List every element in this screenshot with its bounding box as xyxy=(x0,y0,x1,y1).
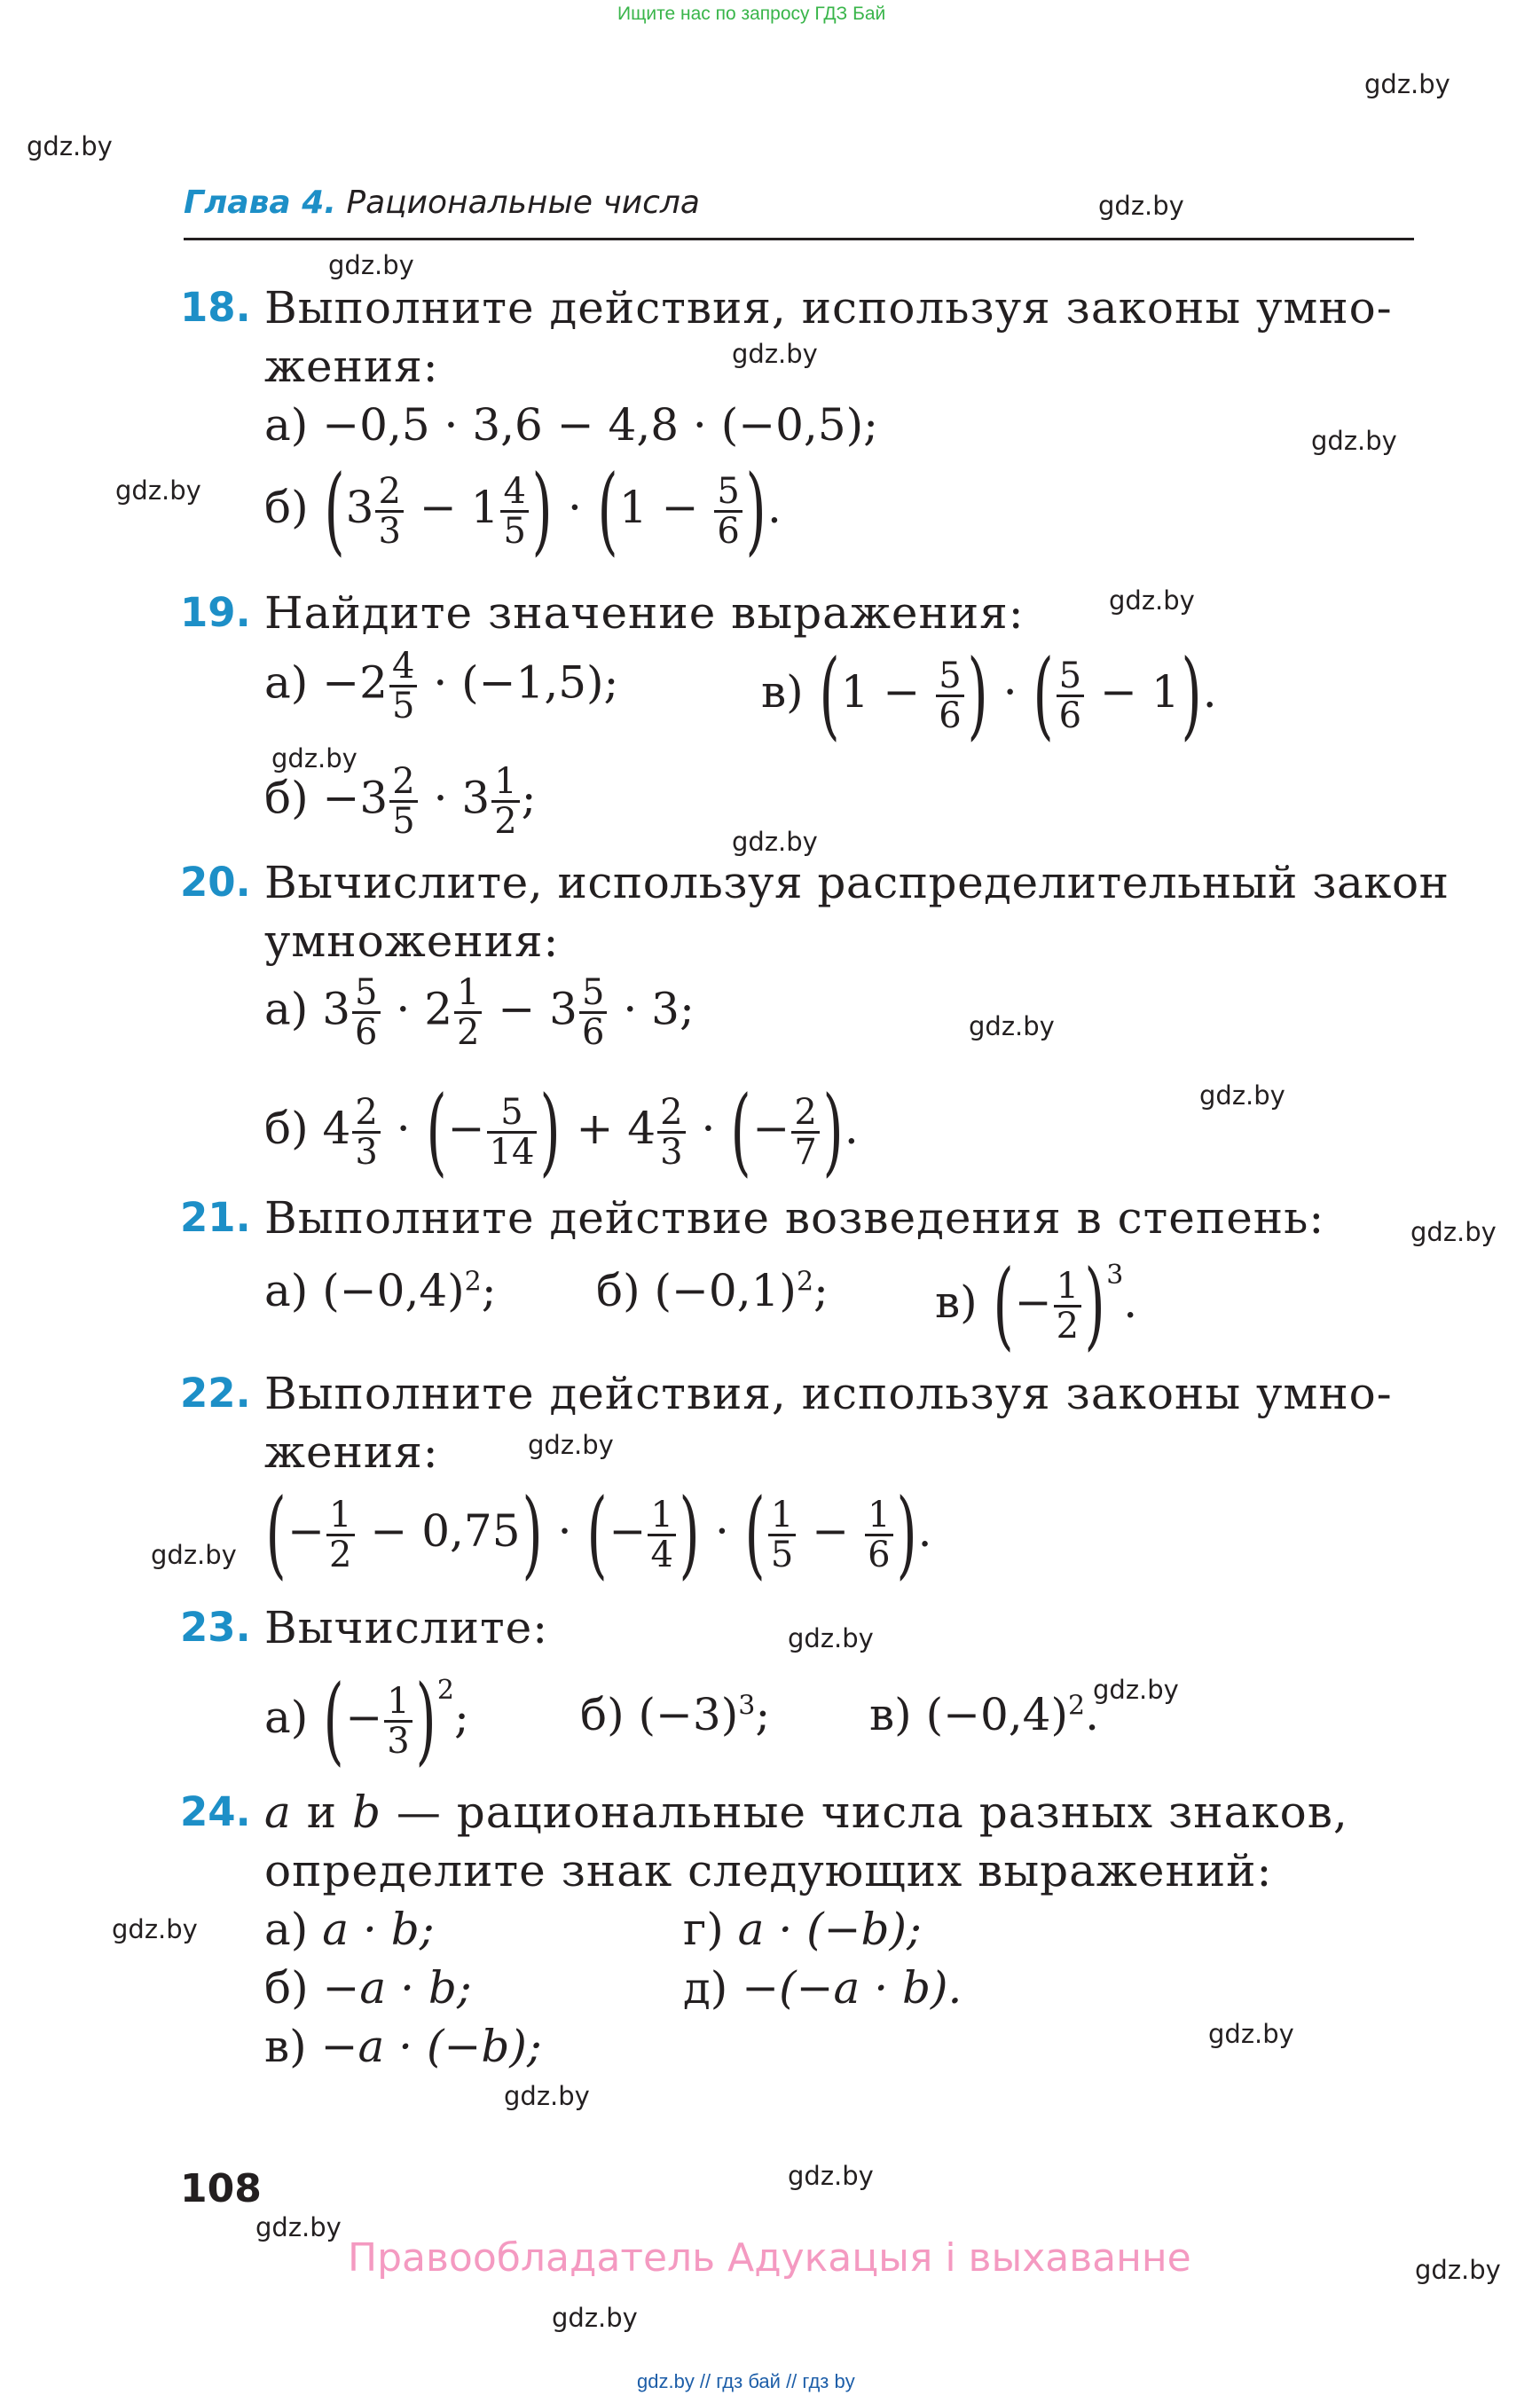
denominator: 2 xyxy=(457,1012,480,1053)
left-paren: ( xyxy=(265,1479,287,1590)
item-label: д) xyxy=(683,1962,728,2014)
problem-text: жения: xyxy=(264,1426,439,1478)
fraction xyxy=(579,974,607,1051)
punct: . xyxy=(1123,1276,1138,1328)
item-a xyxy=(264,974,695,1051)
base: (−0,4) xyxy=(925,1689,1068,1740)
numerator: 5 xyxy=(352,974,380,1014)
operator: 1 − xyxy=(840,666,921,718)
operator: − xyxy=(609,1505,647,1557)
exponent: 3 xyxy=(738,1690,756,1722)
left-paren: ( xyxy=(323,455,345,566)
item-label: а) xyxy=(264,656,309,709)
fraction xyxy=(648,1496,675,1574)
var-a: a xyxy=(264,1787,292,1838)
item-b xyxy=(264,763,537,840)
numerator: 4 xyxy=(389,648,417,687)
fraction xyxy=(1057,657,1084,734)
problem-text: Выполните действия, используя законы умно- xyxy=(264,282,1393,334)
item-label: б) xyxy=(264,482,309,533)
expression: −0,5 · 3,6 − 4,8 · (−0,5); xyxy=(322,399,878,451)
denominator: 3 xyxy=(387,1720,410,1762)
problem-number: 22. xyxy=(180,1370,251,1417)
operator: − 1 xyxy=(1100,666,1180,718)
problem-text: Выполните действия, используя законы умно- xyxy=(264,1368,1393,1419)
exponent: 2 xyxy=(796,1266,814,1298)
exponent: 3 xyxy=(1106,1260,1124,1291)
denominator: 5 xyxy=(391,686,415,726)
operator: − xyxy=(752,1103,790,1154)
denominator: 5 xyxy=(503,510,526,552)
numerator: 2 xyxy=(791,1094,819,1134)
right-paren: ) xyxy=(415,1665,436,1776)
problem-text: жения: xyxy=(264,341,439,392)
problem-text: умножения: xyxy=(264,915,560,967)
operator: · xyxy=(567,482,582,533)
watermark: gdz.by xyxy=(151,1540,237,1570)
left-paren: ( xyxy=(323,1665,344,1776)
exponent: 2 xyxy=(436,1675,454,1706)
numerator: 5 xyxy=(1057,657,1084,697)
item-b xyxy=(264,1076,859,1187)
item-label: в) xyxy=(761,666,804,718)
operator: · 3 xyxy=(433,772,491,824)
operator: − xyxy=(345,1692,383,1743)
whole: −3 xyxy=(322,772,389,824)
watermark: gdz.by xyxy=(1199,1080,1285,1111)
expression: −a · b; xyxy=(322,1962,472,2014)
item-d xyxy=(683,1962,962,2014)
right-paren: ) xyxy=(967,640,988,750)
punct: . xyxy=(844,1103,859,1154)
fraction xyxy=(326,1496,354,1574)
watermark: gdz.by xyxy=(1364,69,1450,99)
numerator: 5 xyxy=(487,1094,538,1134)
operator: − xyxy=(287,1505,326,1557)
item-label: б) xyxy=(596,1265,640,1316)
item-a xyxy=(264,1665,469,1776)
denominator: 5 xyxy=(392,801,415,842)
numerator: 1 xyxy=(384,1683,412,1723)
right-paren: ) xyxy=(522,1479,543,1590)
left-paren: ( xyxy=(586,1479,609,1590)
base: (−0,1) xyxy=(654,1265,797,1316)
fraction xyxy=(657,1091,685,1173)
text: — рациональные числа разных знаков, xyxy=(381,1787,1348,1838)
item-v xyxy=(869,1689,1099,1740)
watermark: gdz.by xyxy=(504,2081,590,2111)
denominator: 3 xyxy=(355,1131,378,1173)
expression: · 3; xyxy=(623,983,695,1035)
denominator: 6 xyxy=(1058,695,1082,736)
page-number: 108 xyxy=(180,2166,262,2211)
numerator: 5 xyxy=(714,473,742,513)
punct: ; xyxy=(755,1689,771,1740)
left-paren: ( xyxy=(730,1076,751,1187)
base: (−3) xyxy=(638,1689,739,1740)
operator: − 1 xyxy=(419,482,499,533)
punct: ; xyxy=(453,1692,469,1743)
watermark: gdz.by xyxy=(271,743,358,774)
watermark: gdz.by xyxy=(788,1623,874,1653)
numerator: 1 xyxy=(865,1496,892,1536)
fraction xyxy=(375,470,403,552)
numerator: 1 xyxy=(768,1496,796,1536)
expression-22 xyxy=(264,1479,932,1590)
denominator: 6 xyxy=(581,1012,605,1053)
expression: −a · (−b); xyxy=(320,2021,542,2072)
denominator: 14 xyxy=(489,1131,535,1173)
exponent: 2 xyxy=(464,1266,482,1298)
item-label: б) xyxy=(264,1962,309,2014)
item-a xyxy=(264,399,878,451)
base: (−0,4) xyxy=(322,1265,465,1316)
fraction xyxy=(352,1091,380,1173)
expression: a · b; xyxy=(322,1904,435,1955)
watermark: gdz.by xyxy=(552,2303,638,2333)
denominator: 6 xyxy=(939,695,962,736)
numerator: 1 xyxy=(326,1496,354,1536)
punct: ; xyxy=(813,1265,829,1316)
operator: − 3 xyxy=(498,983,578,1035)
operator: · xyxy=(557,1505,572,1557)
top-banner[interactable]: Ищите нас по запросу ГДЗ Бай xyxy=(617,4,886,24)
left-paren: ( xyxy=(993,1250,1014,1361)
item-label: а) xyxy=(264,983,309,1035)
problem-number: 21. xyxy=(180,1194,251,1241)
operator: · xyxy=(714,1505,729,1557)
left-paren: ( xyxy=(744,1479,766,1590)
problem-text: Найдите значение выражения: xyxy=(264,587,1025,639)
watermark: gdz.by xyxy=(969,1011,1055,1041)
numerator: 5 xyxy=(936,657,963,697)
punct: . xyxy=(767,482,782,533)
whole: 4 xyxy=(322,1103,351,1154)
numerator: 2 xyxy=(352,1094,380,1134)
chapter-header xyxy=(184,185,700,221)
right-paren: ) xyxy=(539,1076,562,1187)
fraction xyxy=(500,470,528,552)
item-v xyxy=(264,2021,542,2072)
var-b: b xyxy=(351,1787,381,1838)
operator: · xyxy=(396,1103,411,1154)
denominator: 6 xyxy=(717,510,740,552)
watermark: gdz.by xyxy=(255,2212,342,2242)
numerator: 1 xyxy=(491,763,519,803)
fraction xyxy=(791,1091,819,1173)
item-label: а) xyxy=(264,399,309,451)
right-paren: ) xyxy=(895,1479,917,1590)
left-paren: ( xyxy=(819,640,840,750)
expression: −(−a · b). xyxy=(742,1962,962,2014)
numerator: 2 xyxy=(389,763,417,803)
header-rule xyxy=(184,238,1414,240)
operator: · 2 xyxy=(396,983,453,1035)
punct: . xyxy=(1085,1689,1099,1740)
problem-number: 19. xyxy=(180,589,251,636)
watermark: gdz.by xyxy=(788,2161,874,2191)
item-b xyxy=(596,1265,829,1316)
right-paren: ) xyxy=(745,455,766,566)
watermark: gdz.by xyxy=(328,250,414,280)
item-a xyxy=(264,1265,497,1316)
expression: a · (−b); xyxy=(737,1904,922,1955)
fraction xyxy=(389,763,417,840)
operator: · xyxy=(1002,666,1018,718)
numerator: 2 xyxy=(375,473,403,513)
exponent: 2 xyxy=(1068,1690,1086,1722)
operator: − xyxy=(812,1505,850,1557)
problem-number: 18. xyxy=(180,284,251,331)
denominator: 6 xyxy=(868,1534,891,1575)
right-paren: ) xyxy=(822,1076,844,1187)
fraction xyxy=(768,1496,796,1574)
problem-number: 23. xyxy=(180,1604,251,1651)
operator: − xyxy=(1014,1276,1052,1328)
fraction xyxy=(714,470,742,552)
watermark: gdz.by xyxy=(1410,1217,1497,1247)
operator: − 0,75 xyxy=(370,1505,521,1557)
watermark: gdz.by xyxy=(528,1430,614,1460)
item-v xyxy=(761,640,1217,750)
item-label: г) xyxy=(683,1904,724,1955)
numerator: 1 xyxy=(648,1496,675,1536)
denominator: 4 xyxy=(650,1534,673,1575)
denominator: 7 xyxy=(794,1131,817,1173)
item-label: в) xyxy=(935,1276,978,1328)
item-b xyxy=(264,455,782,566)
problem-text: Выполните действие возведения в степень: xyxy=(264,1192,1325,1244)
watermark: gdz.by xyxy=(1415,2255,1501,2285)
chapter-title: Рациональные числа xyxy=(346,185,700,221)
fraction xyxy=(454,974,482,1051)
item-label: в) xyxy=(869,1689,912,1740)
punct: ; xyxy=(481,1265,497,1316)
operator: + 4 xyxy=(576,1103,656,1154)
watermark: gdz.by xyxy=(1311,426,1397,456)
watermark: gdz.by xyxy=(1093,1675,1179,1705)
denominator: 2 xyxy=(329,1534,352,1575)
problem-text: определите знак следующих выражений: xyxy=(264,1845,1273,1896)
fraction xyxy=(487,1091,538,1173)
denominator: 2 xyxy=(494,801,517,842)
problem-text: Вычислите, используя распределительный закон xyxy=(264,857,1450,908)
watermark: gdz.by xyxy=(1208,2019,1294,2049)
denominator: 2 xyxy=(1056,1305,1080,1347)
right-paren: ) xyxy=(1181,640,1202,750)
denominator: 6 xyxy=(355,1012,378,1053)
whole: −2 xyxy=(322,656,388,709)
chapter-label: Глава 4. xyxy=(184,185,336,221)
item-label: а) xyxy=(264,1692,309,1743)
numerator: 2 xyxy=(657,1094,685,1134)
fraction xyxy=(352,974,380,1051)
item-a xyxy=(264,1904,435,1955)
numerator: 4 xyxy=(500,473,528,513)
fraction xyxy=(384,1680,412,1762)
fraction xyxy=(1054,1265,1081,1347)
problem-text: Вычислите: xyxy=(264,1602,549,1653)
right-paren: ) xyxy=(1084,1250,1105,1361)
punct: ; xyxy=(521,772,537,824)
operator: 1 − xyxy=(618,482,699,533)
item-b xyxy=(264,1962,472,2014)
footer-links[interactable]: gdz.by // гдз бай // гдз by xyxy=(637,2370,855,2392)
watermark: gdz.by xyxy=(115,475,201,506)
left-paren: ( xyxy=(1033,640,1054,750)
item-label: б) xyxy=(264,772,309,824)
numerator: 1 xyxy=(454,974,482,1014)
problem-number: 20. xyxy=(180,859,251,906)
left-paren: ( xyxy=(425,1076,447,1187)
copyright-notice: Правообладатель Адукацыя і выхаванне xyxy=(348,2235,1191,2281)
fraction xyxy=(865,1496,892,1574)
denominator: 3 xyxy=(660,1131,683,1173)
fraction xyxy=(389,648,417,725)
punct: . xyxy=(1202,666,1217,718)
numerator: 1 xyxy=(1054,1268,1081,1308)
right-paren: ) xyxy=(679,1479,700,1590)
denominator: 5 xyxy=(770,1534,794,1575)
item-b xyxy=(580,1689,770,1740)
punct: . xyxy=(917,1505,932,1557)
fraction xyxy=(936,657,963,734)
whole: 3 xyxy=(322,983,351,1035)
watermark: gdz.by xyxy=(27,131,113,161)
problem-text xyxy=(264,1787,1348,1838)
numerator: 5 xyxy=(579,974,607,1014)
watermark: gdz.by xyxy=(732,827,818,857)
operator: − xyxy=(447,1103,485,1154)
item-v xyxy=(935,1250,1138,1361)
watermark: gdz.by xyxy=(732,339,818,369)
item-label: в) xyxy=(264,2021,307,2072)
item-g xyxy=(683,1904,922,1955)
item-a xyxy=(264,648,618,725)
right-paren: ) xyxy=(531,455,553,566)
item-label: б) xyxy=(264,1103,309,1154)
left-paren: ( xyxy=(597,455,618,566)
text: и xyxy=(291,1787,352,1838)
expression: · (−1,5); xyxy=(433,656,619,709)
fraction xyxy=(491,763,519,840)
item-label: а) xyxy=(264,1904,309,1955)
item-label: а) xyxy=(264,1265,309,1316)
watermark: gdz.by xyxy=(112,1914,198,1944)
denominator: 3 xyxy=(378,510,401,552)
watermark: gdz.by xyxy=(1109,585,1195,616)
watermark: gdz.by xyxy=(1098,191,1184,221)
whole: 3 xyxy=(345,482,374,533)
operator: · xyxy=(701,1103,716,1154)
problem-number: 24. xyxy=(180,1788,251,1835)
item-label: б) xyxy=(580,1689,625,1740)
